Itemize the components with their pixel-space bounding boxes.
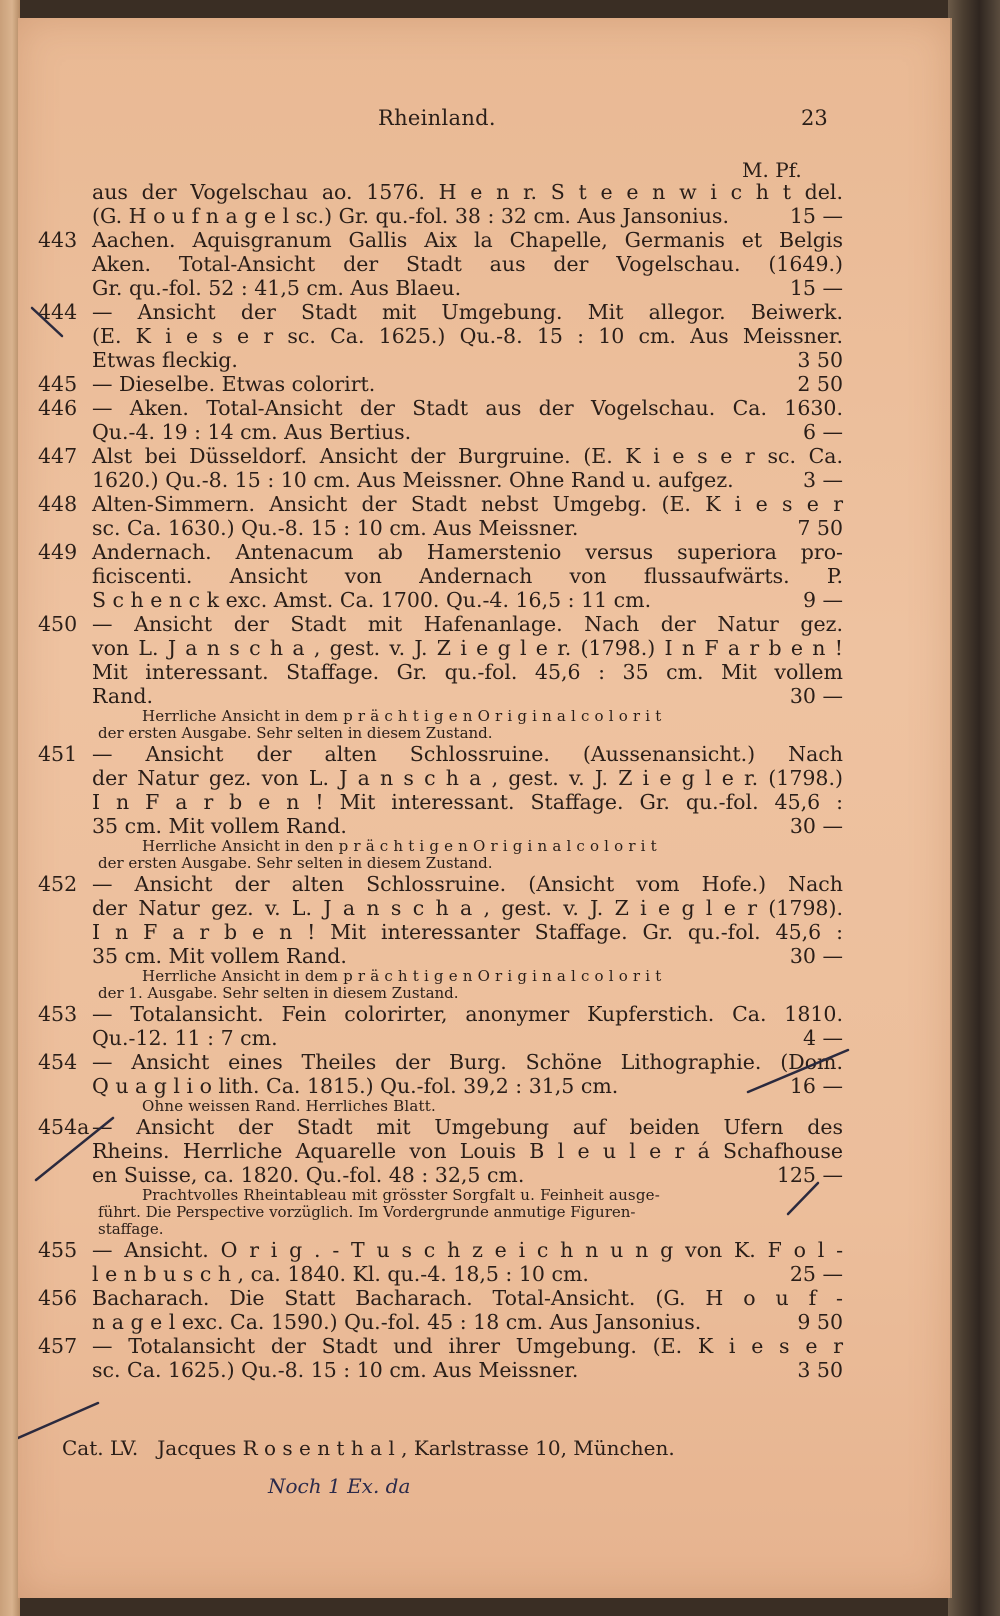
entry-price: 6 — (802, 420, 843, 444)
entry-line: von L. J a n s c h a , gest. v. J. Z i e g l e r. (1798.) I n F a r b e n ! (92, 636, 843, 660)
entry-line: 35 cm. Mit vollem Rand. (92, 944, 347, 968)
entry-price: 3 50 (797, 1358, 843, 1382)
firm-address: Jacques R o s e n t h a l , Karlstrasse 10, München. (157, 1436, 675, 1460)
entry-note: der ersten Ausgabe. Sehr selten in diesem Zustand. (98, 724, 493, 742)
entry-line (38, 1002, 843, 1026)
entry-note: Herrliche Ansicht in dem p r ä c h t i g e n O r i g i n a l c o l o r i t (142, 707, 662, 725)
entry-text: — Totalansicht der Stadt und ihrer Umgebung. (E. K i e s e r (92, 1334, 843, 1358)
entry-text: — Ansicht eines Theiles der Burg. Schöne Lithographie. (Dom. (92, 1050, 843, 1074)
catalog-number: Cat. LV. (62, 1436, 139, 1460)
entry-number: 457 (38, 1334, 78, 1358)
entry-note: staffage. (98, 1220, 164, 1238)
entry-note: Herrliche Ansicht in dem p r ä c h t i g e n O r i g i n a l c o l o r i t (142, 967, 662, 985)
entry-line: S c h e n c k exc. Amst. Ca. 1700. Qu.-4. 16,5 : 11 cm. (92, 588, 652, 612)
entry-line: 35 cm. Mit vollem Rand. (92, 814, 347, 838)
running-title: Rheinland. (378, 106, 496, 130)
entry-number: 450 (38, 612, 78, 636)
entry-note: der ersten Ausgabe. Sehr selten in diesem Zustand. (98, 854, 493, 872)
catalog-entry (38, 180, 843, 228)
entry-line: Gr. qu.-fol. 52 : 41,5 cm. Aus Blaeu. (92, 276, 462, 300)
entry-text: — Totalansicht. Fein colorirter, anonymer Kupferstich. Ca. 1810. (92, 1002, 843, 1026)
catalog-entry (38, 1286, 843, 1334)
entry-line: der Natur gez. von L. J a n s c h a , gest. v. J. Z i e g l e r. (1798.) (92, 766, 843, 790)
entry-price: 30 — (789, 814, 843, 838)
catalog-entry (38, 444, 843, 492)
entry-price: 9 — (802, 588, 843, 612)
entry-number: 448 (38, 492, 78, 516)
entry-line (38, 444, 843, 468)
entry-line: I n F a r b e n ! Mit interessant. Staffage. Gr. qu.-fol. 45,6 : (92, 790, 843, 814)
entry-text: Aachen. Aquisgranum Gallis Aix la Chapelle, Germanis et Belgis (92, 228, 843, 252)
page-footer (62, 1436, 862, 1460)
entry-line: der Natur gez. v. L. J a n s c h a , gest. v. J. Z i e g l e r (1798). (92, 896, 843, 920)
page-header (18, 106, 950, 136)
entry-line: sc. Ca. 1630.) Qu.-8. 15 : 10 cm. Aus Meissner. (92, 516, 579, 540)
entry-text: — Ansicht. O r i g . - T u s c h z e i c h n u n g von K. F o l - (92, 1238, 843, 1262)
entry-line: 1620.) Qu.-8. 15 : 10 cm. Aus Meissner. Ohne Rand u. aufgez. (92, 468, 734, 492)
entry-line (38, 1115, 843, 1139)
entry-number: 456 (38, 1286, 78, 1310)
entry-line: l e n b u s c h , ca. 1840. Kl. qu.-4. 18,5 : 10 cm. (92, 1262, 589, 1286)
entry-line (38, 540, 843, 564)
entry-line: Etwas fleckig. (92, 348, 238, 372)
entry-line (38, 1050, 843, 1074)
entry-line (38, 180, 843, 204)
catalog-entry (38, 372, 843, 396)
entry-line: sc. Ca. 1625.) Qu.-8. 15 : 10 cm. Aus Meissner. (92, 1358, 579, 1382)
catalog-entry (38, 396, 843, 444)
catalog-entry (38, 1238, 843, 1286)
entry-text: — Ansicht der alten Schlossruine. (Ansicht vom Hofe.) Nach (92, 872, 843, 896)
entry-line: Qu.-4. 19 : 14 cm. Aus Bertius. (92, 420, 412, 444)
entry-line (38, 742, 843, 766)
catalog-entry (38, 1115, 843, 1238)
entry-line (38, 872, 843, 896)
entry-line (38, 1286, 843, 1310)
entry-price: 16 — (789, 1074, 843, 1098)
entry-number: 445 (38, 372, 78, 396)
entry-number: 451 (38, 742, 78, 766)
entry-note: Herrliche Ansicht in den p r ä c h t i g e n O r i g i n a l c o l o r i t (142, 837, 657, 855)
entry-line (38, 300, 843, 324)
entry-note: Prachtvolles Rheintableau mit grösster Sorgfalt u. Feinheit ausge- (142, 1186, 660, 1204)
entry-line: Q u a g l i o lith. Ca. 1815.) Qu.-fol. 39,2 : 31,5 cm. (92, 1074, 619, 1098)
entry-line (38, 612, 843, 636)
entry-number: 455 (38, 1238, 78, 1262)
entry-line: (G. H o u f n a g e l sc.) Gr. qu.-fol. 38 : 32 cm. Aus Jansonius. (92, 204, 729, 228)
entry-price: 30 — (789, 684, 843, 708)
entry-text: — Aken. Total-Ansicht der Stadt aus der Vogelschau. Ca. 1630. (92, 396, 843, 420)
entry-line (38, 396, 843, 420)
entry-line (38, 1334, 843, 1358)
entry-text: — Ansicht der alten Schlossruine. (Aussenansicht.) Nach (92, 742, 843, 766)
handwritten-note-457: Noch 1 Ex. da (268, 1474, 411, 1498)
entry-price: 4 — (802, 1026, 843, 1050)
entry-line (38, 1238, 843, 1262)
entry-price: 7 50 (797, 516, 843, 540)
pencil-tick-457 (18, 1403, 98, 1438)
entry-number: 453 (38, 1002, 78, 1026)
entry-line: (E. K i e s e r sc. Ca. 1625.) Qu.-8. 15 : 10 cm. Aus Meissner. (92, 324, 843, 348)
entry-line: Aken. Total-Ansicht der Stadt aus der Vogelschau. (1649.) (92, 252, 843, 276)
catalog-entry (38, 872, 843, 1002)
catalog-entry (38, 1334, 843, 1382)
entry-number: 446 (38, 396, 78, 420)
catalog-entry (38, 492, 843, 540)
entry-line: ficiscenti. Ansicht von Andernach von flussaufwärts. P. (92, 564, 843, 588)
entry-line: Qu.-12. 11 : 7 cm. (92, 1026, 278, 1050)
catalog-entry (38, 742, 843, 872)
entry-number: 447 (38, 444, 78, 468)
entry-note: der 1. Ausgabe. Sehr selten in diesem Zustand. (98, 984, 459, 1002)
currency-heading: M. Pf. (742, 158, 802, 182)
entry-number: 443 (38, 228, 78, 252)
catalog-entry (38, 540, 843, 612)
entry-price: 30 — (789, 944, 843, 968)
entry-number: 449 (38, 540, 78, 564)
entry-text: — Ansicht der Stadt mit Hafenanlage. Nach der Natur gez. (92, 612, 843, 636)
catalog-page (18, 18, 952, 1598)
entry-text: Bacharach. Die Statt Bacharach. Total-Ansicht. (G. H o u f - (92, 1286, 843, 1310)
entry-number: 444 (38, 300, 78, 324)
entry-text: — Ansicht der Stadt mit Umgebung auf beiden Ufern des (92, 1115, 843, 1139)
entry-price: 2 50 (797, 372, 843, 396)
entry-line: I n F a r b e n ! Mit interessanter Staffage. Gr. qu.-fol. 45,6 : (92, 920, 843, 944)
entry-text: aus der Vogelschau ao. 1576. H e n r. S t e e n w i c h t del. (92, 180, 843, 204)
catalog-entry (38, 228, 843, 300)
catalog-entry (38, 1050, 843, 1115)
entry-line: en Suisse, ca. 1820. Qu.-fol. 48 : 32,5 cm. (92, 1163, 525, 1187)
entry-note: führt. Die Perspective vorzüglich. Im Vordergrunde anmutige Figuren- (98, 1203, 636, 1221)
entry-text: Alten-Simmern. Ansicht der Stadt nebst Umgebg. (E. K i e s e r (92, 492, 843, 516)
entry-price: 3 50 (797, 348, 843, 372)
catalog-entry (38, 1002, 843, 1050)
entry-line: Mit interessant. Staffage. Gr. qu.-fol. 45,6 : 35 cm. Mit vollem (92, 660, 843, 684)
entry-price: 15 — (789, 204, 843, 228)
entry-number: 454 (38, 1050, 78, 1074)
catalog-entry (38, 300, 843, 372)
entry-line: n a g e l exc. Ca. 1590.) Qu.-fol. 45 : 18 cm. Aus Jansonius. (92, 1310, 702, 1334)
book-binding (948, 0, 1000, 1616)
entry-number: 454a (38, 1115, 90, 1139)
page-edge-left (0, 0, 20, 1616)
entry-price: 3 — (802, 468, 843, 492)
entry-note: Ohne weissen Rand. Herrliches Blatt. (142, 1097, 436, 1115)
page-number: 23 (801, 106, 828, 130)
entry-line (38, 228, 843, 252)
entry-line: Rand. (92, 684, 153, 708)
entry-text: — Ansicht der Stadt mit Umgebung. Mit allegor. Beiwerk. (92, 300, 843, 324)
entry-line: Rheins. Herrliche Aquarelle von Louis B l e u l e r á Schafhouse (92, 1139, 843, 1163)
catalog-entry (38, 612, 843, 742)
entry-text: Alst bei Düsseldorf. Ansicht der Burgruine. (E. K i e s e r sc. Ca. (92, 444, 843, 468)
catalog-entries (38, 180, 843, 1382)
entry-text: — Dieselbe. Etwas colorirt. (92, 372, 376, 396)
entry-text: Andernach. Antenacum ab Hamerstenio versus superiora pro- (92, 540, 843, 564)
entry-price: 125 — (776, 1163, 843, 1187)
entry-price: 15 — (789, 276, 843, 300)
entry-price: 9 50 (797, 1310, 843, 1334)
entry-number: 452 (38, 872, 78, 896)
entry-price: 25 — (789, 1262, 843, 1286)
entry-line (38, 492, 843, 516)
entry-line (38, 372, 843, 396)
